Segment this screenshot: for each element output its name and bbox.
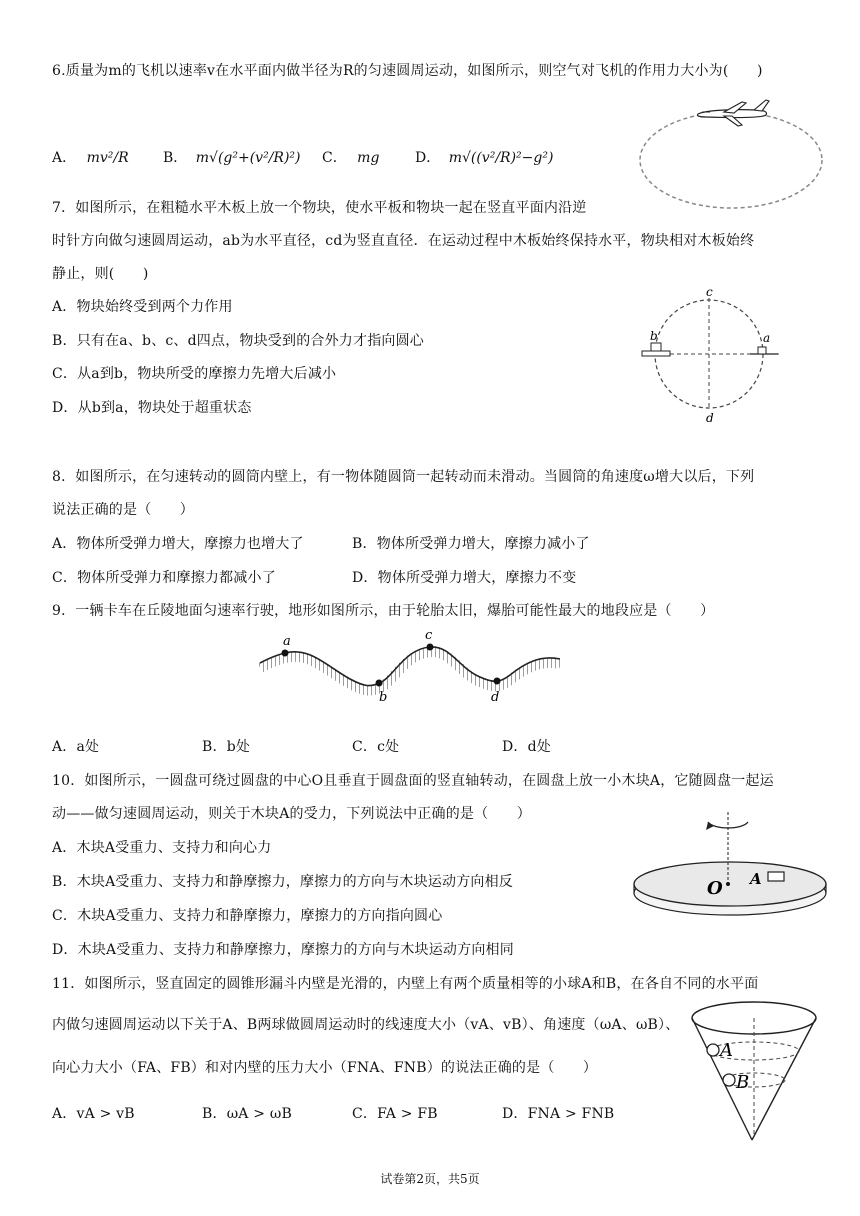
q11-cone-funnel-figure [688,996,823,1144]
q9-option-a: A．a处 [52,739,100,755]
q6-option-d-formula: m√((v²/R)²−g²) [448,150,554,166]
q11-option-c: C．FA > FB [352,1106,438,1122]
q11-stem-line2: 内做匀速圆周运动以下关于A、B两球做圆周运动时的线速度大小（vA、vB）、角速度（ωA、ωB）、 [52,1017,680,1033]
q10-option-d: D．木块A受重力、支持力和静摩擦力，摩擦力的方向与木块运动方向相同 [52,942,514,958]
ball-b [723,1074,735,1086]
q7-stem-line1: 7．如图所示，在粗糙水平木板上放一个物块，使水平板和物块一起在竖直平面内沿逆 [52,200,587,216]
q6-option-a [52,147,129,167]
label-a: a [763,331,771,345]
label-c: c [425,628,433,643]
q7-option-b: B．只有在a、b、c、d四点，物块受到的合外力才指向圆心 [52,333,424,349]
q8-option-d: D．物体所受弹力增大，摩擦力不变 [352,570,577,586]
point-d [494,678,501,685]
label-b: b [379,690,388,705]
q8-option-a: A．物体所受弹力增大，摩擦力也增大了 [52,536,304,552]
q8-option-b: B．物体所受弹力增大，摩擦力减小了 [352,536,590,552]
q6-option-c-label: C． [322,150,347,166]
q10-option-c: C．木块A受重力、支持力和静摩擦力，摩擦力的方向指向圆心 [52,908,443,924]
label-a: A [720,1040,733,1061]
label-a: A [750,870,762,888]
q10-option-b: B．木块A受重力、支持力和静摩擦力，摩擦力的方向与木块运动方向相反 [52,874,513,890]
q10-stem-line1: 10．如图所示，一圆盘可绕过圆盘的中心O且垂直于圆盘面的竖直轴转动，在圆盘上放一小木块A，它随圆盘一起运 [52,773,774,789]
block-at-a [758,347,766,354]
label-a: a [283,634,291,649]
ball-a [707,1044,719,1056]
q6-option-d-label: D． [415,150,441,166]
q6-option-b-label: B． [163,150,188,166]
q6-option-b-formula: m√(g²+(v²/R)²) [195,150,301,166]
q10-option-a: A．木块A受重力、支持力和向心力 [52,840,272,856]
q9-option-d: D．d处 [502,739,551,755]
q6-option-d [415,147,553,167]
label-c: c [706,285,713,299]
terrain-hatching [260,652,560,691]
q6-stem: 6.质量为m的飞机以速率v在水平面内做半径为R的匀速圆周运动，如图所示，则空气对飞机的作用力大小为( ) [52,63,763,79]
page-footer: 试卷第2页，共5页 [380,1172,480,1186]
q10-stem-line2: 动——做匀速圆周运动，则关于木块A的受力，下列说法中正确的是（ ） [52,806,531,822]
point-c [427,644,434,651]
q6-airplane-orbit-figure [636,92,826,212]
point-a [282,650,289,657]
label-b: b [650,329,658,343]
q8-stem-line1: 8．如图所示，在匀速转动的圆筒内壁上，有一物体随圆筒一起转动而未滑动。当圆筒的角速度ω增大以后，下列 [52,469,755,485]
label-d: d [706,411,714,425]
q6-option-a-formula: mv²/R [86,150,129,166]
q9-hilly-road-figure [255,625,565,707]
q9-option-b: B．b处 [202,739,251,755]
q6-option-b [163,147,301,167]
q9-stem: 9．一辆卡车在丘陵地面匀速率行驶，地形如图所示，由于轮胎太旧，爆胎可能性最大的地段应是（ ） [52,603,715,619]
q6-option-c-formula: mg [357,150,380,166]
label-d: d [491,690,500,705]
q7-option-d: D．从b到a，物块处于超重状态 [52,400,252,416]
airplane-icon [697,100,769,126]
q7-option-c: C．从a到b，物块所受的摩擦力先增大后减小 [52,366,337,382]
q7-stem-line3: 静止，则( ) [52,266,149,282]
q9-option-c: C．c处 [352,739,400,755]
orbit-ellipse [640,112,822,208]
q7-option-a: A．物块始终受到两个力作用 [52,299,233,315]
q7-stem-line2: 时针方向做匀速圆周运动，ab为水平直径，cd为竖直直径．在运动过程中木板始终保持水平，物块相对木板始终 [52,233,755,249]
q11-stem-line1: 11．如图所示，竖直固定的圆锥形漏斗内壁是光滑的，内壁上有两个质量相等的小球A和B，在各自不同的水平面 [52,976,759,992]
label-o: O [707,878,723,899]
q6-option-c [322,147,379,167]
q7-vertical-circle-figure [640,284,785,426]
q6-option-a-label: A． [52,150,77,166]
board-at-b [642,351,670,356]
cone-right-side [752,1018,816,1140]
label-b: B [736,1072,750,1093]
q11-option-a: A．vA > vB [52,1106,135,1122]
q8-stem-line2: 说法正确的是（ ） [52,502,194,518]
block-at-b [651,343,661,351]
q11-option-d: D．FNA > FNB [502,1106,615,1122]
q11-option-b: B．ωA > ωB [202,1106,292,1122]
q8-option-c: C．物体所受弹力和摩擦力都减小了 [52,570,276,586]
q11-stem-line3: 向心力大小（FA、FB）和对内壁的压力大小（FNA、FNB）的说法正确的是（ ） [52,1060,598,1076]
q10-rotating-disk-figure [630,808,830,920]
point-b [376,680,383,687]
block-a [768,872,784,881]
